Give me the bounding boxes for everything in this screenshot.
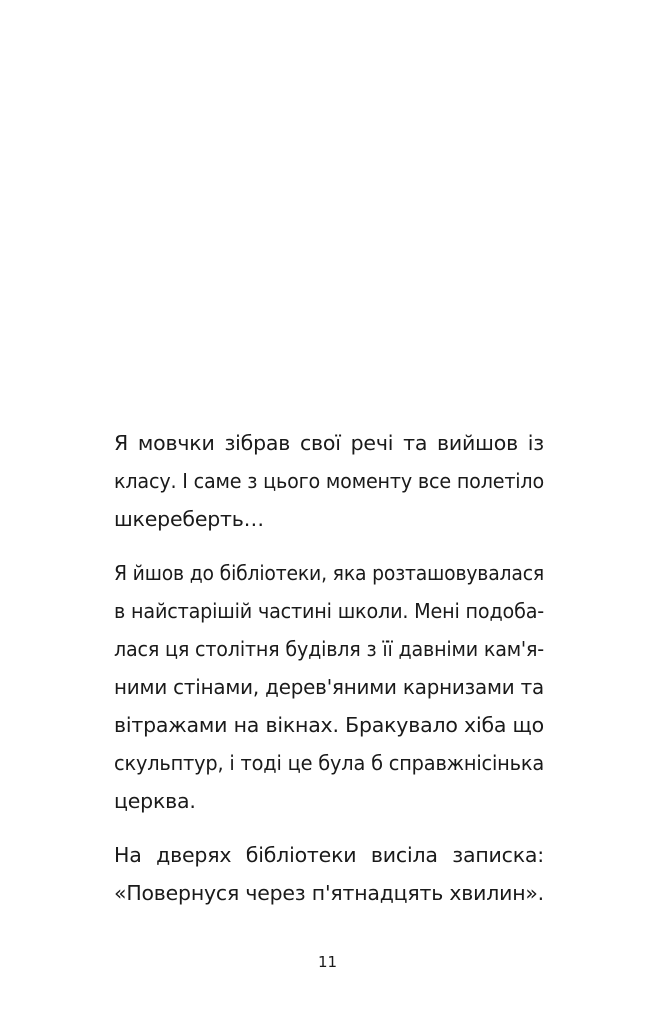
text-line: На дверях бібліотеки висіла записка: <box>114 843 544 867</box>
paragraph-gap <box>114 820 544 836</box>
text-line: класу. І саме з цього моменту все полетіло <box>114 469 545 493</box>
text-line: вітражами на вікнах. Бракувало хіба що <box>114 713 544 737</box>
page-number: 11 <box>317 953 338 971</box>
text-line: скульптур, і тоді це була б справжнісінька <box>114 751 545 775</box>
text-line: лася ця столітня будівля з її давніми кам'я- <box>114 637 545 661</box>
text-line: Я мовчки зібрав свої речі та вийшов із <box>114 431 544 455</box>
text-line: «Повернуся через п'ятнадцять хвилин». <box>114 881 544 905</box>
text-line: ними стінами, дерев'яними карнизами та <box>114 675 545 699</box>
paragraph-gap <box>114 538 544 554</box>
text-line: церква. <box>114 789 196 813</box>
text-line: Я йшов до бібліотеки, яка розташовувалася <box>114 561 544 585</box>
paragraph-2 <box>114 554 544 820</box>
paragraph-3 <box>114 836 544 912</box>
body-text <box>114 424 544 912</box>
paragraph-1 <box>114 424 544 538</box>
text-line: в найстарішій частині школи. Мені подоба- <box>114 599 545 623</box>
text-line: шкереберть… <box>114 507 264 531</box>
